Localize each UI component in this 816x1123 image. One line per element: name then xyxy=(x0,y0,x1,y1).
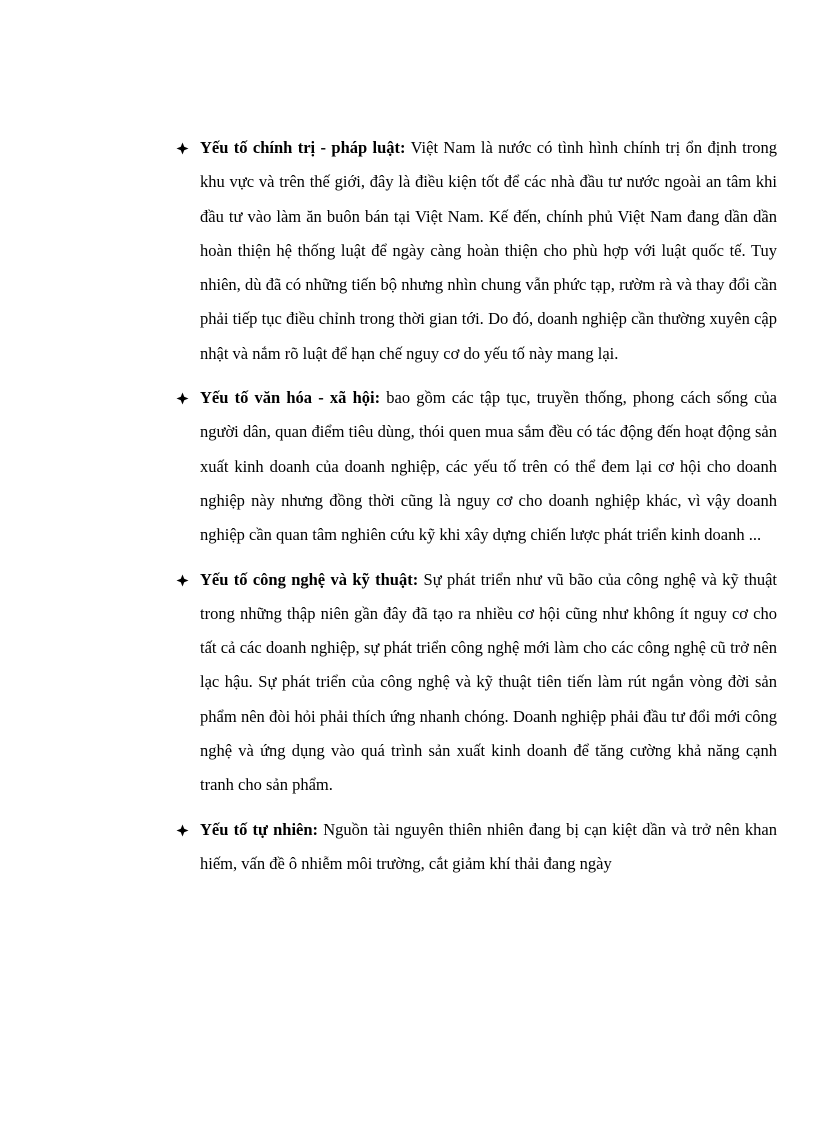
bullet-item-political-legal xyxy=(176,131,777,371)
diamond-bullet-icon xyxy=(176,563,192,597)
diamond-bullet-icon xyxy=(176,131,192,165)
section-text: bao gồm các tập tục, truyền thống, phong cách sống của người dân, quan điểm tiêu dùng, thói quen mua sắm đều có tác động đến hoạt động sản xuất kinh doanh của doanh nghiệp, các yếu tố trên có thể đem lại cơ hội cho doanh nghiệp này nhưng đồng thời cũng là nguy cơ cho doanh nghiệp khác, vì vậy doanh nghiệp cần quan tâm nghiên cứu kỹ khi xây dựng chiến lược phát triển kinh doanh ... xyxy=(200,388,777,545)
bullet-item-technology xyxy=(176,563,777,803)
bullet-item-natural xyxy=(176,813,777,882)
diamond-bullet-icon xyxy=(176,381,192,415)
document-body xyxy=(176,131,777,891)
section-text: Việt Nam là nước có tình hình chính trị ổn định trong khu vực và trên thế giới, đây là điều kiện tốt để các nhà đầu tư nước ngoài an tâm khi đầu tư vào làm ăn buôn bán tại Việt Nam. Kế đến, chính phủ Việt Nam đang dần dần hoàn thiện hệ thống luật để ngày càng hoàn thiện cho phù hợp với luật quốc tế. Tuy nhiên, dù đã có những tiến bộ nhưng nhìn chung vẫn phức tạp, rườm rà và thay đổi cần phải tiếp tục điều chỉnh trong thời gian tới. Do đó, doanh nghiệp cần thường xuyên cập nhật và nắm rõ luật để hạn chế nguy cơ do yếu tố này mang lại. xyxy=(200,138,777,363)
section-heading: Yếu tố công nghệ và kỹ thuật: xyxy=(200,569,419,589)
section-text: Nguồn tài nguyên thiên nhiên đang bị cạn kiệt dần và trở nên khan hiếm, vấn đề ô nhiễm môi trường, cắt giảm khí thải đang ngày xyxy=(200,819,777,873)
section-heading: Yếu tố tự nhiên: xyxy=(200,819,319,839)
bullet-item-culture-society xyxy=(176,381,777,552)
section-text: Sự phát triển như vũ bão của công nghệ và kỹ thuật trong những thập niên gần đây đã tạo ra nhiều cơ hội cũng như không ít nguy cơ cho tất cả các doanh nghiệp, sự phát triển công nghệ mới làm cho các công nghệ cũ trở nên lạc hậu. Sự phát triển của công nghệ và kỹ thuật tiên tiến làm rút ngắn vòng đời sản phẩm nên đòi hỏi phải thích ứng nhanh chóng. Doanh nghiệp phải đầu tư đổi mới công nghệ và ứng dụng vào quá trình sản xuất kinh doanh để tăng cường khả năng cạnh tranh cho sản phẩm. xyxy=(200,569,777,795)
section-heading: Yếu tố văn hóa - xã hội: xyxy=(200,388,381,408)
section-heading: Yếu tố chính trị - pháp luật: xyxy=(200,138,406,157)
diamond-bullet-icon xyxy=(176,813,192,847)
